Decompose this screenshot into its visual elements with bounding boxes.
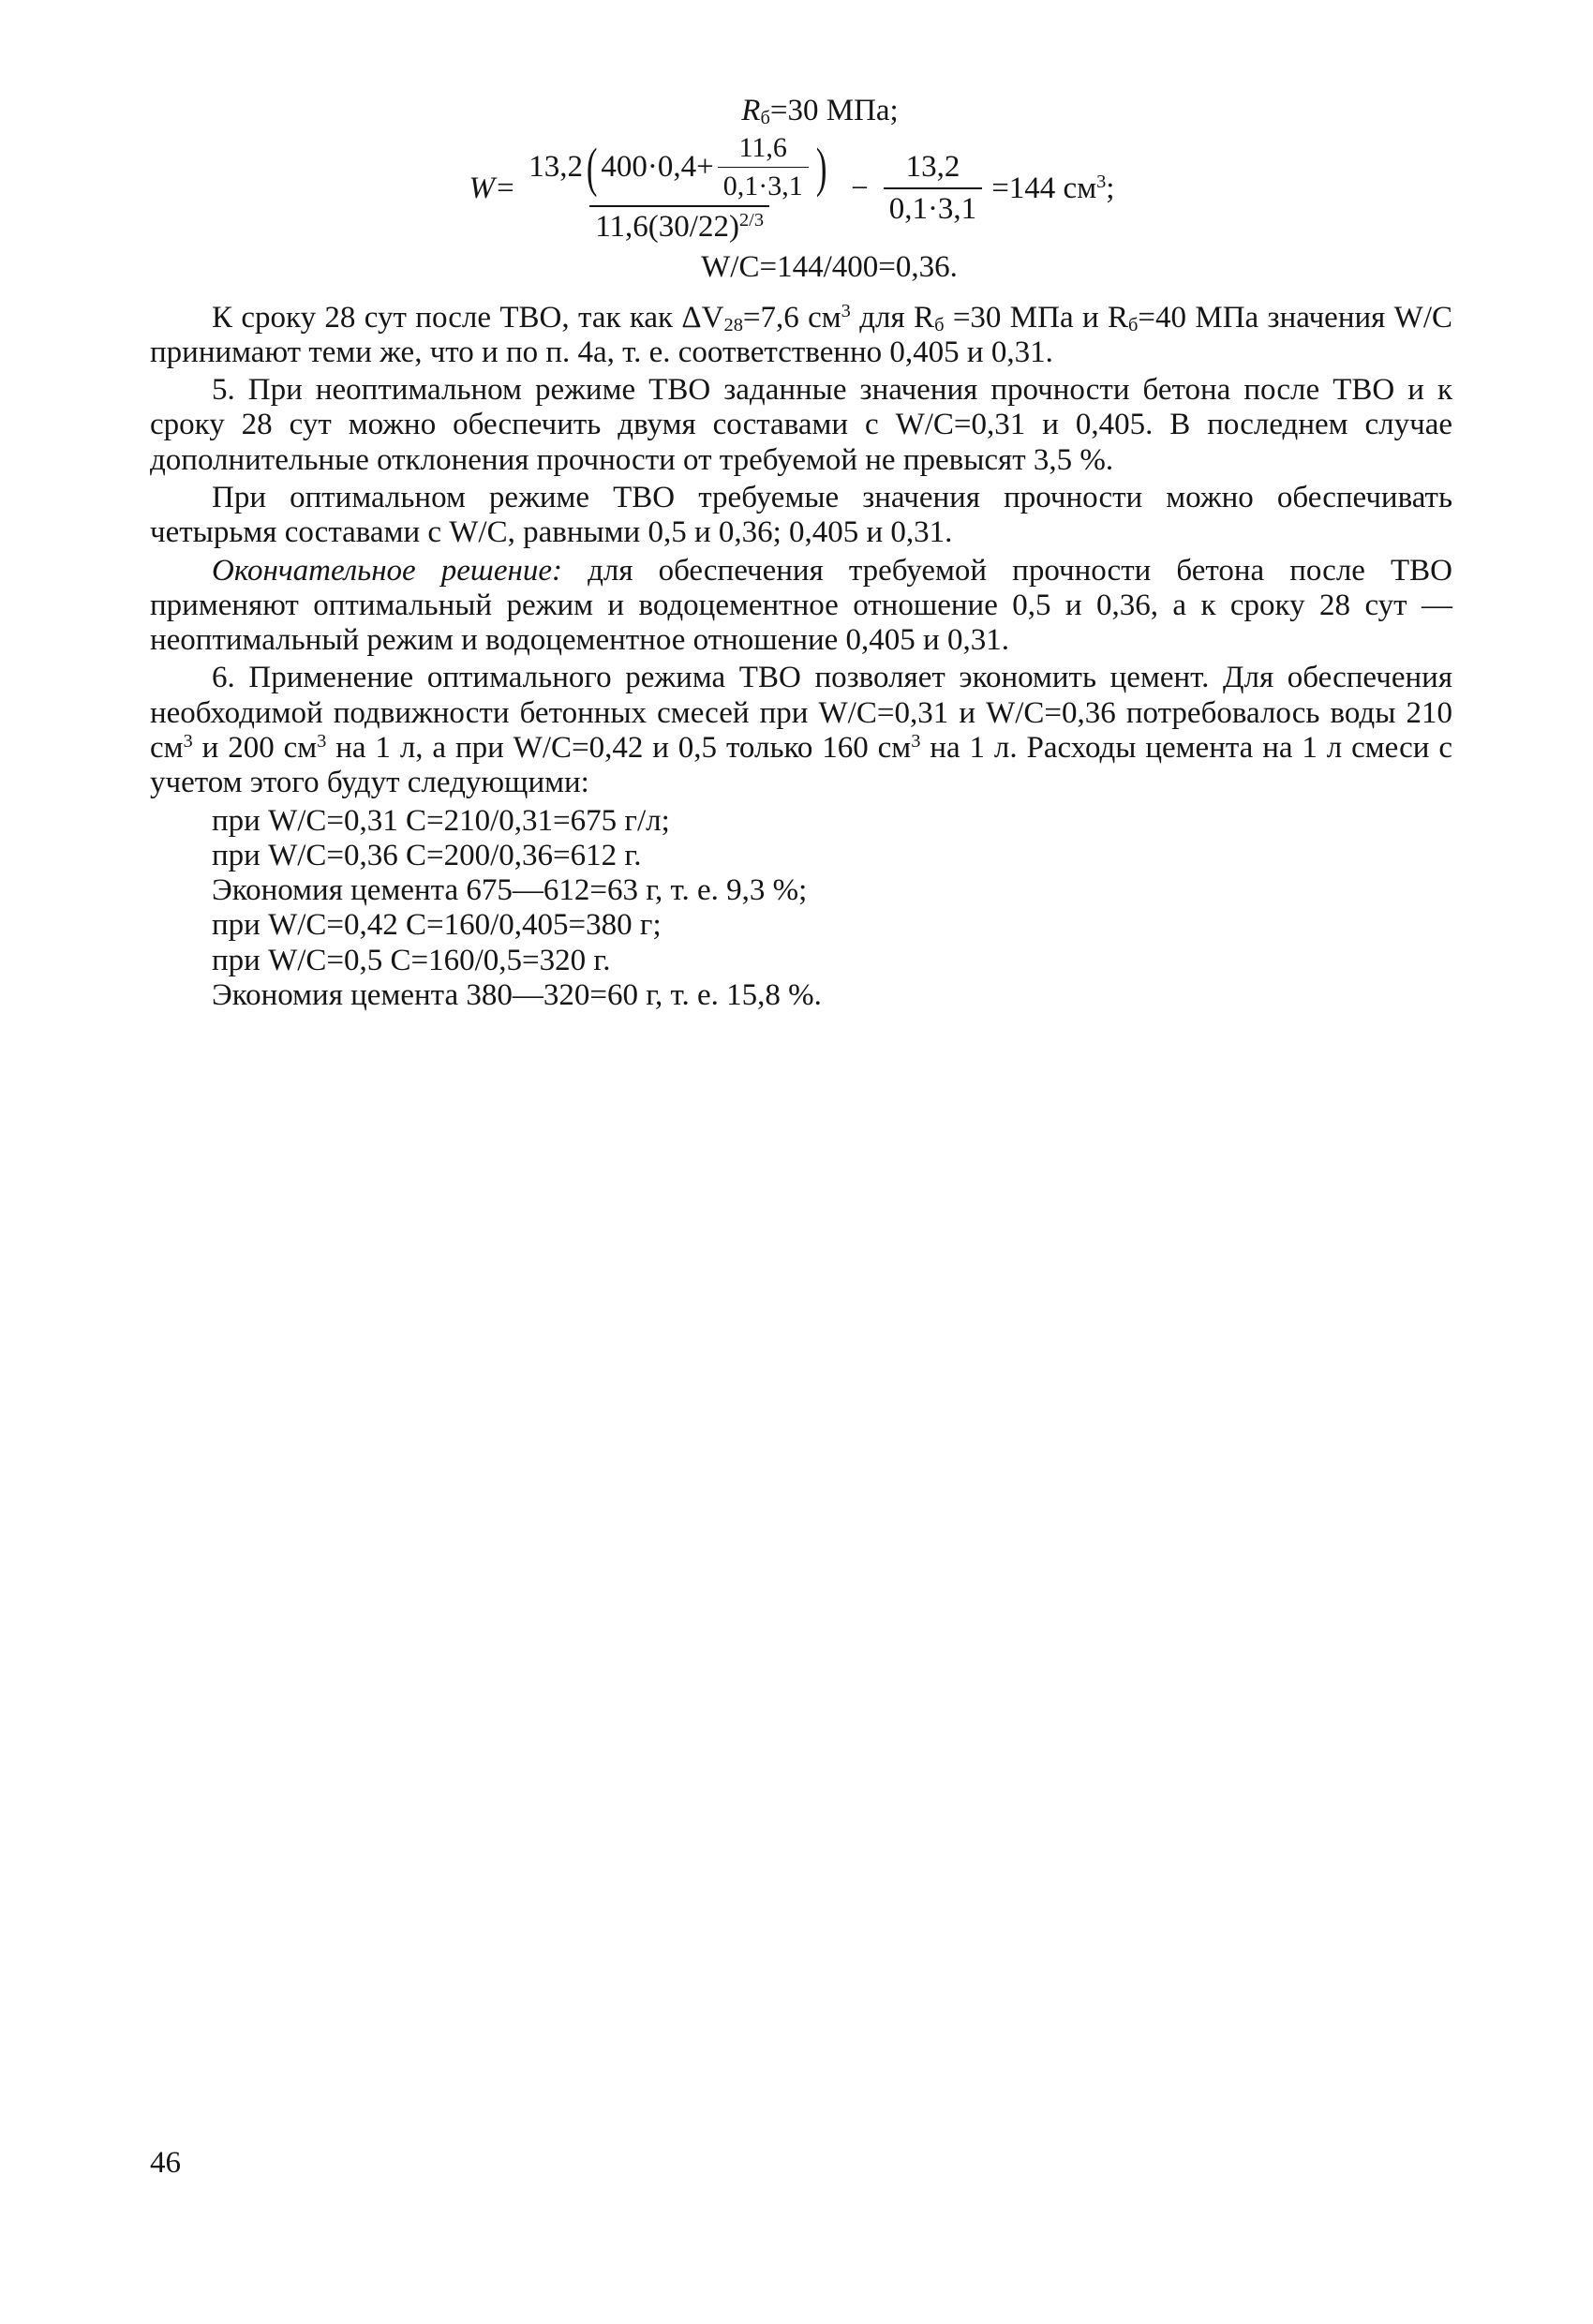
result-end: ; <box>1106 171 1115 205</box>
inner-denominator: 0,1·3,1 <box>718 167 809 202</box>
paragraph-optimal-mode: При оптимальном режиме ТВО требуемые значения прочности можно обеспечивать четырьмя составами с W/C, равными 0,5 и 0,36; 0,405 и 0,31. <box>150 481 1452 550</box>
p5-text-4: на 1 л. Расходы цемента на 1 л смеси с учетом этого будут следующими: <box>150 731 1452 800</box>
calc-line: при W/C=0,31 C=210/0,31=675 г/л; <box>212 803 670 838</box>
paragraph-final-solution <box>150 554 1452 659</box>
second-numerator: 13,2 <box>905 150 960 185</box>
paragraph-28-days <box>150 301 1452 371</box>
main-numerator <box>523 132 836 205</box>
paragraph-item-6 <box>150 661 1452 800</box>
water-demand-formula <box>131 132 1452 245</box>
p1-sub-3: б <box>1128 314 1139 335</box>
result-value: =144 см <box>991 171 1097 205</box>
p1-sub-1: 28 <box>723 314 743 335</box>
p1-text-1: К сроку 28 сут после ТВО, так как ΔV <box>212 300 724 335</box>
wc-ratio-line: W/C=144/400=0,36. <box>701 250 958 285</box>
inner-numerator: 11,6 <box>738 132 787 164</box>
denominator-exponent: 2/3 <box>738 209 765 231</box>
second-denominator: 0,1·3,1 <box>884 187 983 227</box>
result-unit-exponent: 3 <box>1096 171 1107 192</box>
p1-text-5: =40 МПа значения W/C принимают теми же, что и по п. 4а, т. е. соответственно 0,405 и 0,31. <box>150 300 1452 369</box>
p5-text-3: на 1 л, а при W/C=0,42 и 0,5 только 160 см <box>326 731 912 765</box>
right-paren: ) <box>815 136 827 198</box>
p5-sup-3: 3 <box>911 730 921 752</box>
calc-line: Экономия цемента 675—612=63 г, т. е. 9,3 %; <box>212 873 808 908</box>
strength-value: =30 МПа; <box>769 94 899 127</box>
strength-symbol: R <box>741 94 761 127</box>
p5-text-2: и 200 см <box>192 731 318 765</box>
formula-result <box>991 171 1114 206</box>
numerator-coefficient: 13,2 <box>529 150 584 185</box>
final-solution-label: Окончательное решение: <box>212 553 562 588</box>
final-solution-text: для обеспечения требуемой прочности бетона после ТВО применяют оптимальный режим и водоцементное отношение 0,5 и 0,36, а к сроку 28 сут — неоптимальный режим и водоцементное отношение 0,405 и 0,31. <box>150 553 1453 658</box>
p5-text-1: 6. Применение оптимального режима ТВО позволяет экономить цемент. Для обеспечения необходимой подвижности бетонных смесей при W/C=0,31 и W/C=0,36 потребовалось воды 210 см <box>150 661 1452 765</box>
page-number: 46 <box>150 2146 181 2180</box>
p5-sup-2: 3 <box>317 730 327 752</box>
formula-strength-line <box>150 94 1452 128</box>
calc-line: при W/C=0,36 C=200/0,36=612 г. <box>212 838 642 872</box>
p1-text-4: =30 МПа и R <box>944 300 1128 335</box>
p5-sup-1: 3 <box>183 730 193 752</box>
p1-text-3: для R <box>850 300 935 335</box>
denominator-base: 11,6(30/22) <box>595 210 739 245</box>
cement-calculation-list <box>150 804 1452 1014</box>
strength-subscript: б <box>760 108 770 129</box>
page-body <box>150 94 1452 1013</box>
paragraph-item-5: 5. При неоптимальном режиме ТВО заданные значения прочности бетона после ТВО и к сроку 28 сут можно обеспечить двумя составами с W/C=0,31 и 0,405. В последнем случае дополнительные отклонения прочности от требуемой не превысят 3,5 %. <box>150 373 1452 477</box>
main-denominator <box>589 205 769 245</box>
p1-sub-2: б <box>934 314 945 335</box>
p1-text-2: =7,6 см <box>742 300 841 335</box>
left-paren: ( <box>586 136 598 198</box>
main-fraction <box>523 132 836 245</box>
second-fraction <box>884 150 983 228</box>
calc-line: при W/C=0,5 C=160/0,5=320 г. <box>212 943 611 977</box>
calc-line: Экономия цемента 380—320=60 г, т. е. 15,8 %. <box>212 977 822 1012</box>
calc-line: при W/C=0,42 C=160/0,405=380 г; <box>212 908 662 943</box>
numerator-term: 400·0,4+ <box>601 150 714 185</box>
minus-sign: − <box>851 171 869 205</box>
inner-fraction <box>718 132 809 202</box>
formula-lhs: W= <box>469 171 516 205</box>
p1-sup-1: 3 <box>841 300 851 321</box>
